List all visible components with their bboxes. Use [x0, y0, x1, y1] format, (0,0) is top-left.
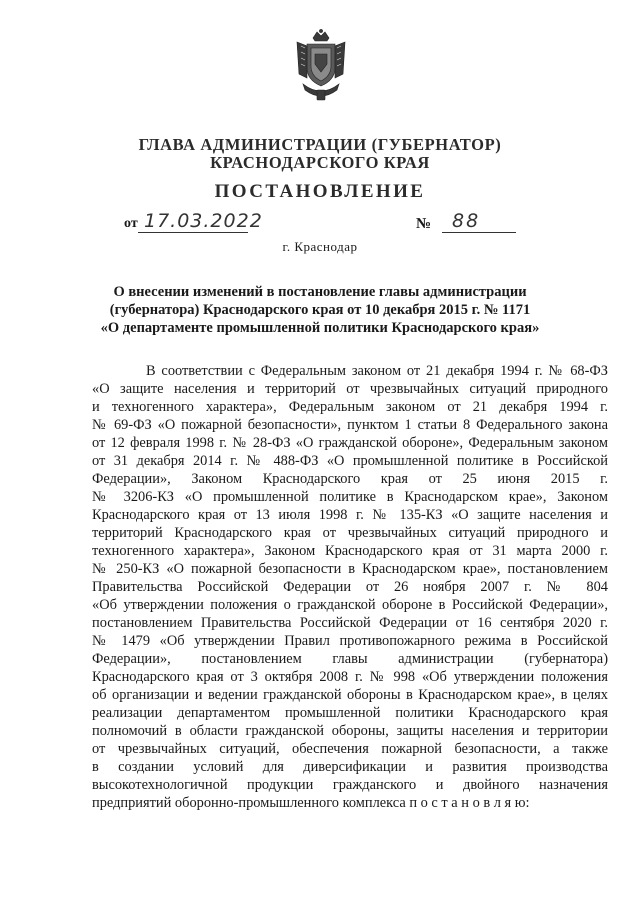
body-line: реализации департаментом промышленной политики Краснодарского края — [92, 705, 608, 721]
date-number-row — [0, 208, 640, 238]
body-line: высокотехнологичной продукции гражданского и двойного назначения — [92, 777, 608, 793]
coat-of-arms-icon — [293, 28, 349, 104]
body-line: от чрезвычайных ситуаций, обеспечения пожарной безопасности, а также — [92, 741, 608, 757]
body-line: полномочий в области гражданской обороны, защиты населения и территории — [92, 723, 608, 739]
body-line: «Об утверждении положения о гражданской обороне в Российской Федерации», — [92, 597, 608, 613]
number-value: 88 — [452, 210, 481, 232]
body-line: и техногенного характера», Федеральным законом от 21 декабря 1994 г. — [92, 399, 608, 415]
date-label: от — [124, 216, 138, 231]
title-line: (губернатора) Краснодарского края от 10 декабря 2015 г. № 1171 — [109, 302, 531, 318]
body-line: № 1479 «Об утверждении Правил противопожарного режима в Российской — [92, 633, 608, 649]
authority-line-2: КРАСНОДАРСКОГО КРАЯ — [210, 153, 430, 172]
body-line: № 3206-КЗ «О промышленной политике в Краснодарском крае», Законом — [92, 489, 608, 505]
body-line: «О защите населения и территорий от чрезвычайных ситуаций природного — [92, 381, 608, 397]
body-line: № 69-ФЗ «О пожарной безопасности», пунктом 1 статьи 8 Федерального закона — [92, 417, 608, 433]
body-line: Федерации», постановлением главы администрации (губернатора) — [92, 651, 608, 667]
body-line: Правительства Российской Федерации от 26 ноября 2007 г. № 804 — [92, 579, 608, 595]
date-underline — [138, 232, 248, 233]
title-line: О внесении изменений в постановление главы администрации — [113, 284, 527, 300]
body-line: В соответствии с Федеральным законом от 21 декабря 1994 г. № 68-ФЗ — [146, 363, 608, 379]
body-line: об организации и ведении гражданской обороны в Краснодарском крае», в целях — [92, 687, 608, 703]
authority-line-1: ГЛАВА АДМИНИСТРАЦИИ (ГУБЕРНАТОР) — [138, 135, 502, 154]
number-underline — [442, 232, 516, 233]
body-line: Краснодарского края от 13 июля 1998 г. № 135-КЗ «О защите населения и — [92, 507, 608, 523]
body-line: предприятий оборонно-промышленного комплекса п о с т а н о в л я ю: — [92, 795, 530, 811]
city: г. Краснодар — [282, 239, 358, 254]
date-value: 17.03.2022 — [144, 210, 263, 232]
body-line: от 12 февраля 1998 г. № 28-ФЗ «О гражданской обороне», Федеральным законом — [92, 435, 608, 451]
body-line: Федерации», Законом Краснодарского края от 25 июня 2015 г. — [92, 471, 608, 487]
body-line: территорий Краснодарского края от чрезвычайных ситуаций природного и — [92, 525, 608, 541]
body-line: № 250-КЗ «О пожарной безопасности в Краснодарском крае», постановлением — [92, 561, 608, 577]
body-line: в создании условий для диверсификации и развития производства — [92, 759, 608, 775]
body-line: постановлением Правительства Российской Федерации от 16 сентября 2020 г. — [92, 615, 608, 631]
body-line: техногенного характера», Законом Краснодарского края от 31 марта 2000 г. — [92, 543, 608, 559]
title-line: «О департаменте промышленной политики Краснодарского края» — [100, 320, 540, 336]
number-label: № — [416, 216, 432, 232]
body-line: Краснодарского края от 3 октября 2008 г. № 998 «Об утверждении положения — [92, 669, 608, 685]
document-type: ПОСТАНОВЛЕНИЕ — [214, 181, 426, 202]
body-line: от 31 декабря 2014 г. № 488-ФЗ «О промышленной политике в Российской — [92, 453, 608, 469]
